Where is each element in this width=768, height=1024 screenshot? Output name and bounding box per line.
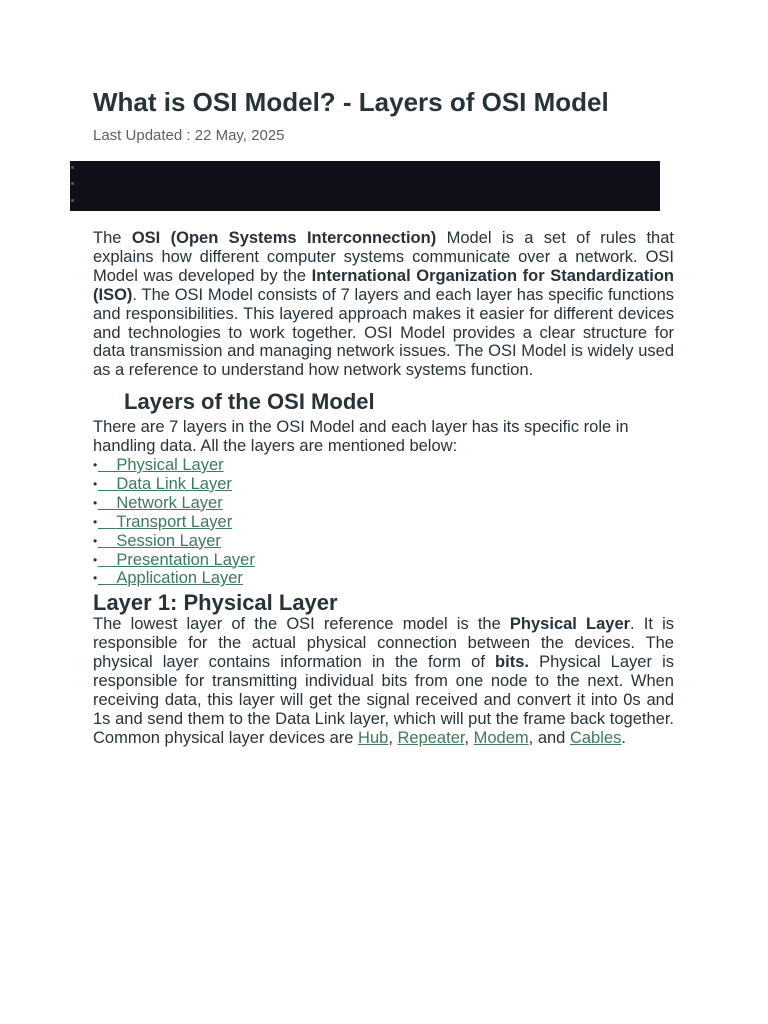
layers-list [93,456,674,588]
embedded-media-bar [70,161,660,211]
intro-text: The [93,229,132,247]
intro-paragraph [93,229,674,380]
link-transport-layer[interactable]: Transport Layer [116,512,233,531]
link-session-layer[interactable]: Session Layer [116,531,221,550]
link-modem[interactable]: Modem [473,728,529,747]
intro-text: . The OSI Model consists of 7 layers and each layer has specific functions and responsibilities. This layered approach makes it easier for different devices and technologies to work together. OSI Model provides a clear structure for data transmission and managing network issues. The OSI Model is widely used as a reference to understand how network systems function. [93,285,674,380]
physical-bold: Physical Layer [509,615,631,634]
link-application-layer[interactable]: Application Layer [116,569,243,588]
bullet-icon: • [93,571,98,586]
bullet-icon: • [93,514,98,529]
bullet-dot [71,166,74,169]
last-updated-date: Last Updated : 22 May, 2025 [93,127,285,144]
link-physical-layer[interactable]: Physical Layer [116,456,224,475]
separator: , [464,728,474,747]
intro-bold-iso: International Organization for Standardization (ISO) [93,266,674,304]
physical-text: Physical Layer is responsible for transmitting individual bits from one node to the next. When receiving data, this layer will get the signal received and convert it into 0s and 1s and send them to the Data Link layer, which will put the frame back together. Common physical layer devices are [93,653,674,747]
bullet-icon: • [93,458,98,473]
physical-text: . It is responsible for the actual physical connection between the devices. The physical layer contains information in the form of [93,615,674,672]
bullet-icon: • [93,533,98,548]
bullet-dot [71,199,74,202]
list-item [93,569,674,588]
link-hub[interactable]: Hub [358,728,389,747]
link-network-layer[interactable]: Network Layer [116,493,223,512]
list-item [93,456,674,475]
bullet-icon: • [93,495,98,510]
list-item [93,532,674,551]
period: . [621,728,626,747]
layers-intro: There are 7 layers in the OSI Model and each layer has its specific role in handling data. All the layers are mentioned below: [93,418,629,456]
bullet-icon: • [93,476,98,491]
list-item [93,475,674,494]
page-title: What is OSI Model? - Layers of OSI Model [93,87,609,117]
separator: , and [528,728,570,747]
list-item [93,551,674,570]
list-item [93,494,674,513]
bits-bold: bits. [495,653,529,672]
link-repeater[interactable]: Repeater [397,728,465,747]
intro-bold-osi: OSI (Open Systems Interconnection) [131,229,437,247]
bullet-icon: • [93,552,98,567]
article-content [93,229,674,748]
list-item [93,513,674,532]
bullet-dot [71,182,74,185]
physical-layer-paragraph [93,615,674,747]
separator: , [388,728,398,747]
physical-layer-heading: Layer 1: Physical Layer [93,590,338,616]
layers-heading: Layers of the OSI Model [124,389,375,415]
physical-text: The lowest layer of the OSI reference model is the [93,615,510,634]
link-data-link-layer[interactable]: Data Link Layer [116,474,232,493]
link-cables[interactable]: Cables [569,728,622,747]
intro-text: Model is a set of rules that explains how different computer systems communicate over a network. OSI Model was developed by the [93,229,674,285]
link-presentation-layer[interactable]: Presentation Layer [116,550,255,569]
